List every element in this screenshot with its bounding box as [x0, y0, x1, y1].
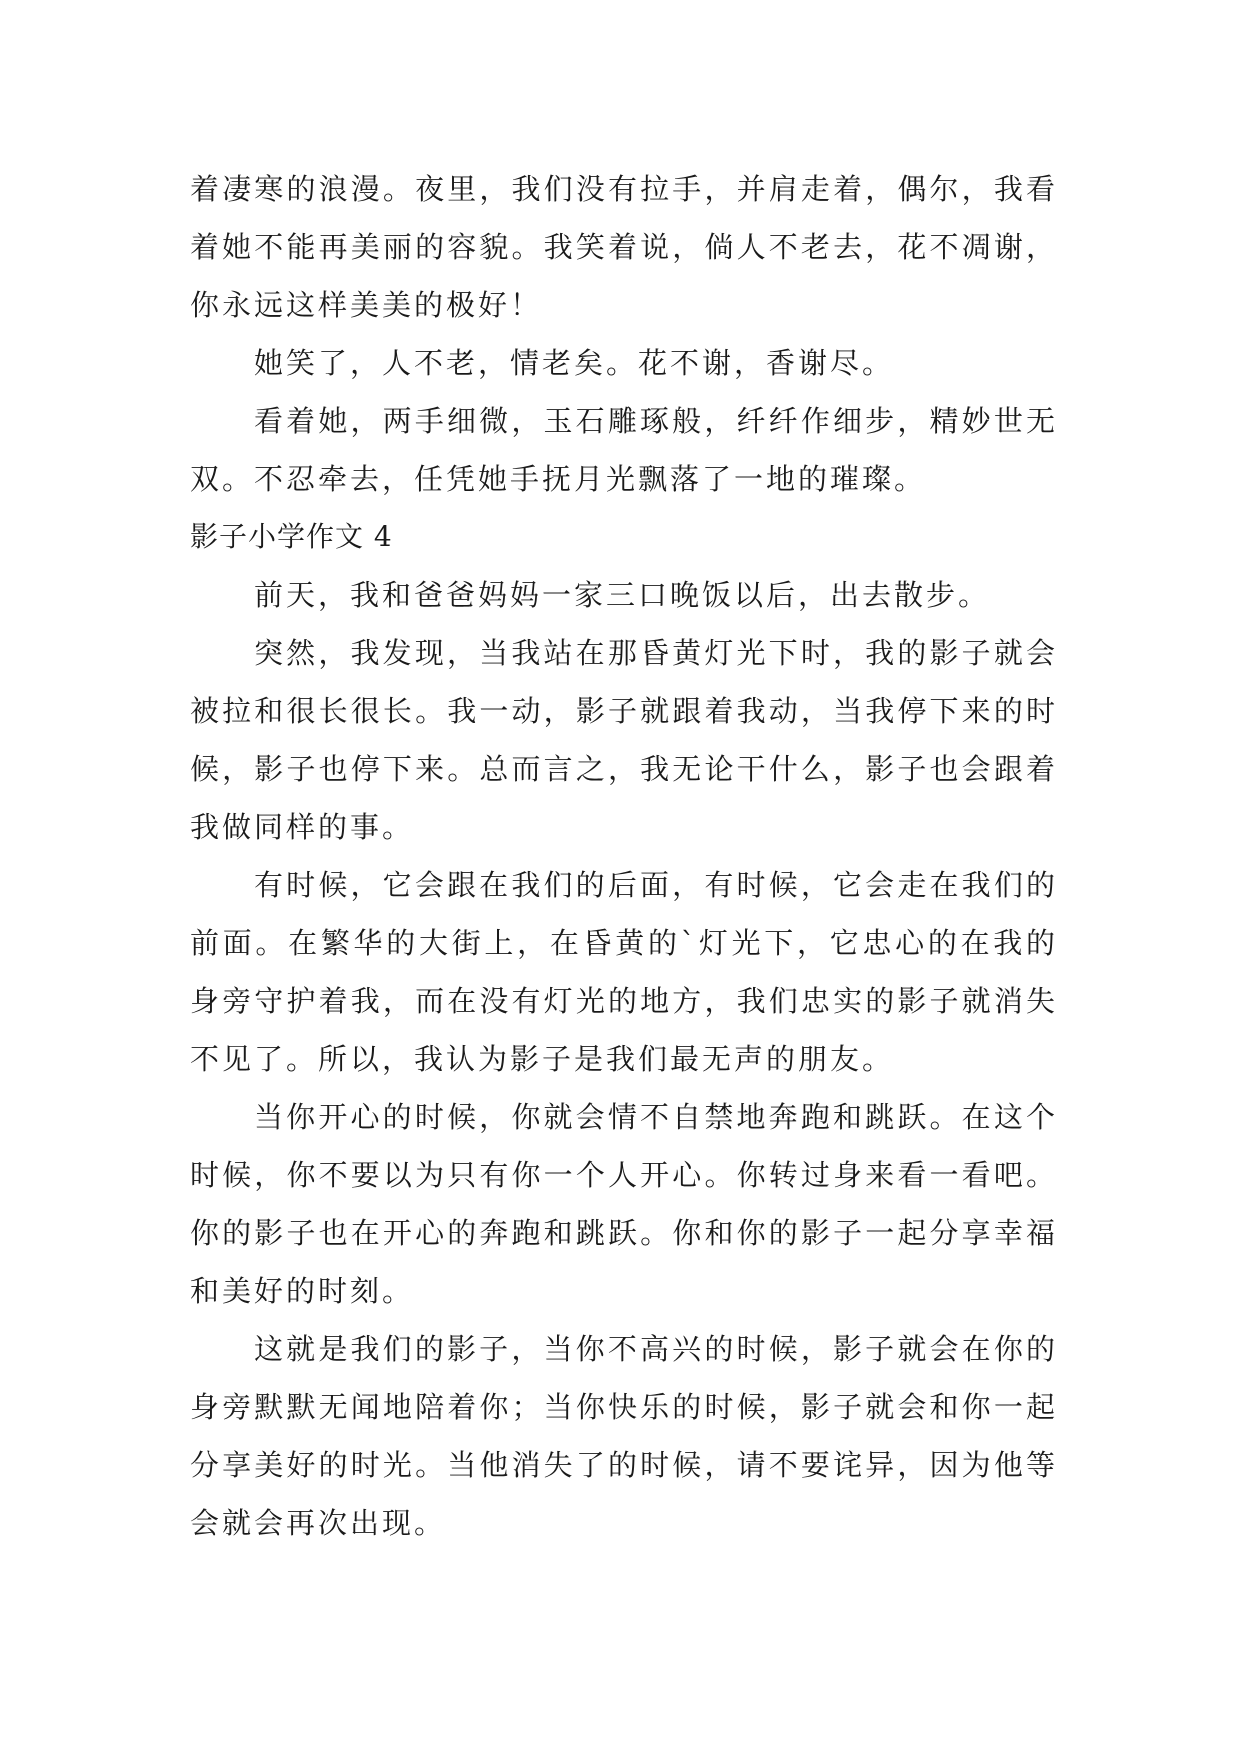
paragraph: 看着她，两手细微，玉石雕琢般，纤纤作细步，精妙世无双。不忍牵去，任凭她手抚月光飘落了一地的璀璨。 [190, 404, 1058, 496]
section-heading: 影子小学作文 4 [190, 520, 393, 553]
paragraph: 当你开心的时候，你就会情不自禁地奔跑和跳跃。在这个时候，你不要以为只有你一个人开心。你转过身来看一看吧。你的影子也在开心的奔跑和跳跃。你和你的影子一起分享幸福和美好的时刻。 [190, 1100, 1058, 1308]
document-body [190, 160, 1058, 1552]
paragraph: 她笑了，人不老，情老矣。花不谢，香谢尽。 [254, 346, 895, 380]
paragraph: 突然，我发现，当我站在那昏黄灯光下时，我的影子就会被拉和很长很长。我一动，影子就跟着我动，当我停下来的时候，影子也停下来。总而言之，我无论干什么，影子也会跟着我做同样的事。 [190, 636, 1058, 844]
paragraph: 着凄寒的浪漫。夜里，我们没有拉手，并肩走着，偶尔，我看着她不能再美丽的容貌。我笑着说，倘人不老去，花不凋谢，你永远这样美美的极好！ [190, 172, 1058, 322]
paragraph: 有时候，它会跟在我们的后面，有时候，它会走在我们的前面。在繁华的大街上，在昏黄的`灯光下，它忠心的在我的身旁守护着我，而在没有灯光的地方，我们忠实的影子就消失不见了。所以，我认为影子是我们最无声的朋友。 [190, 868, 1058, 1076]
paragraph: 前天，我和爸爸妈妈一家三口晚饭以后，出去散步。 [254, 578, 991, 612]
paragraph: 这就是我们的影子，当你不高兴的时候，影子就会在你的身旁默默无闻地陪着你；当你快乐的时候，影子就会和你一起分享美好的时光。当他消失了的时候，请不要诧异，因为他等会就会再次出现。 [190, 1332, 1058, 1540]
